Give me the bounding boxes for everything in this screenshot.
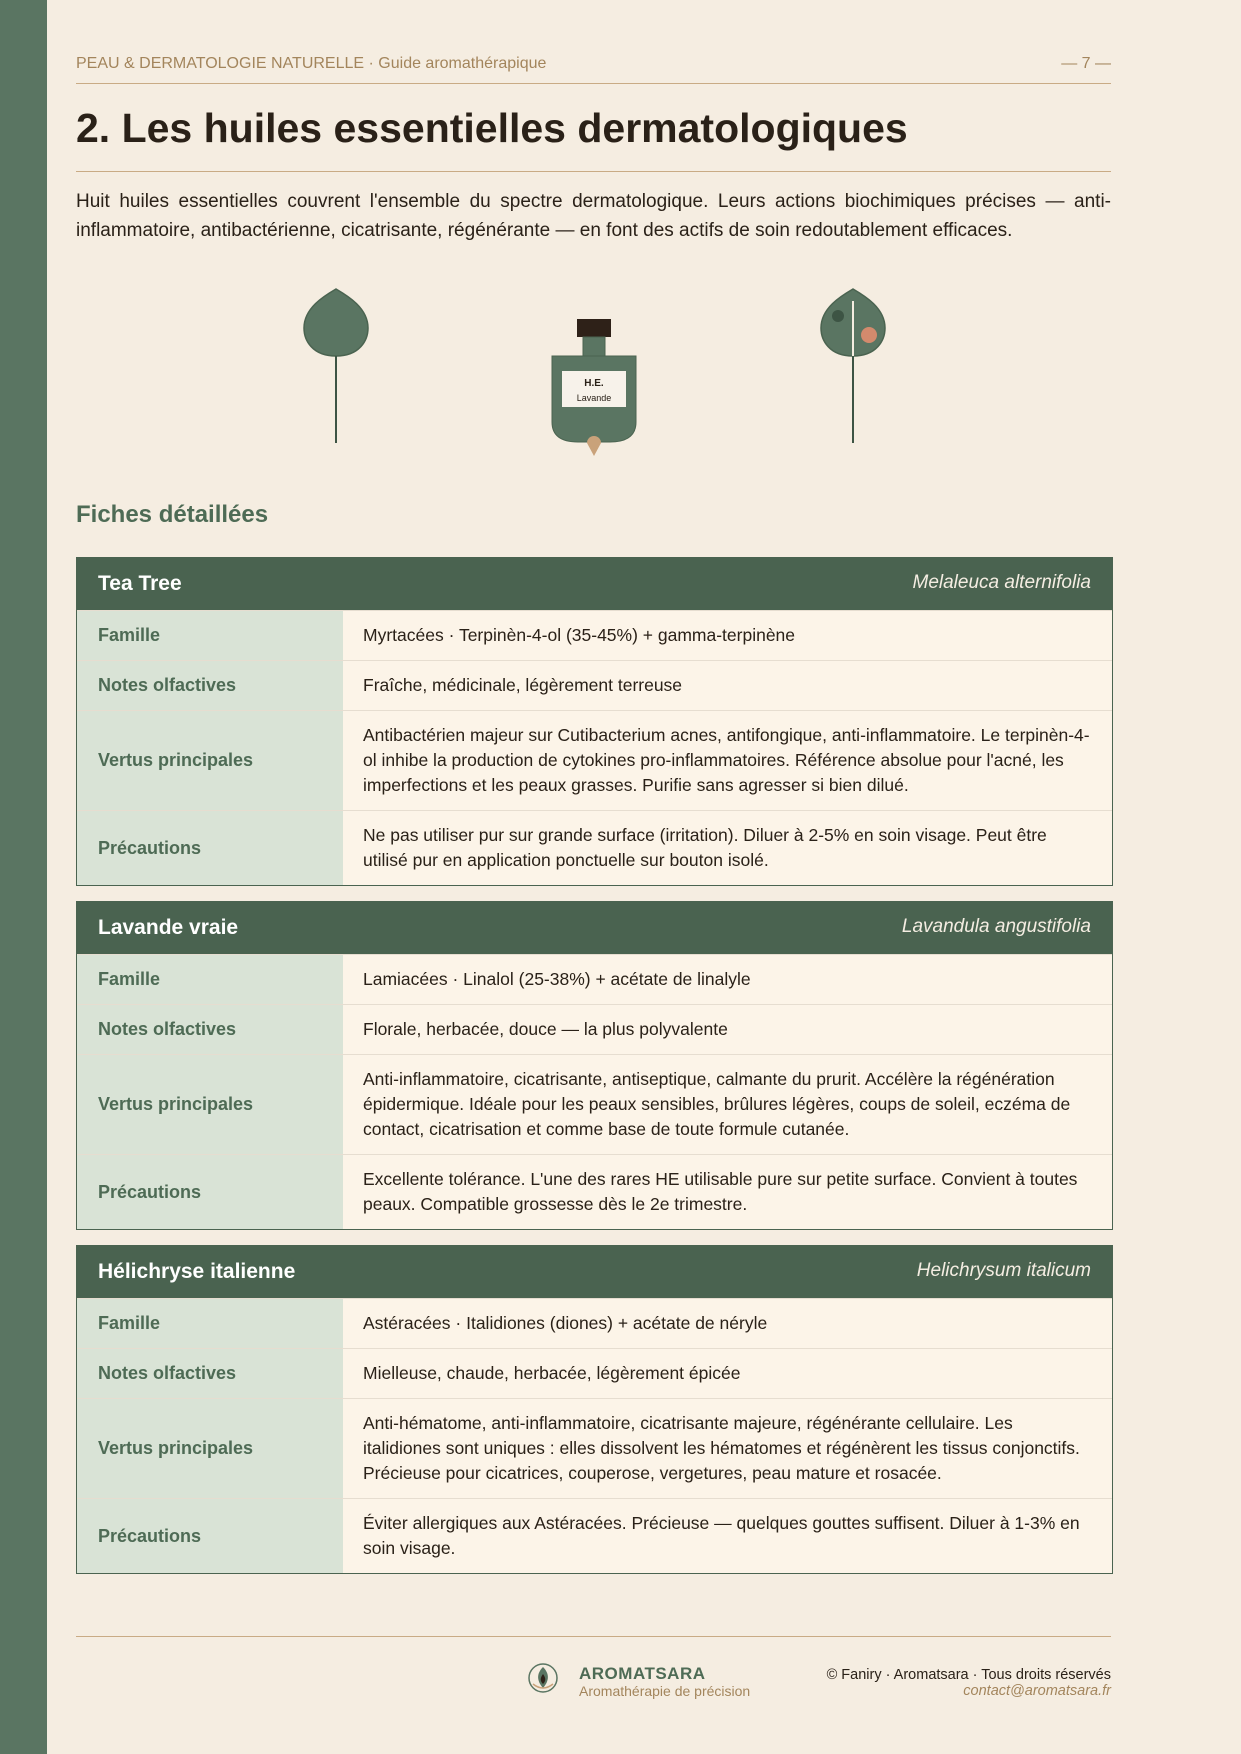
fiche-latin-name: Melaleuca alternifolia	[912, 572, 1091, 593]
fiche-row-famille	[77, 954, 1112, 1004]
fiche-card-tea-tree	[76, 557, 1113, 886]
row-value: Anti-hématome, anti-inflammatoire, cicatrisante majeure, régénérante cellulaire. Les italidiones sont uniques : elles dissolvent les hématomes et régénèrent les tissus conjonctifs. Précieuse pour cicatrices, couperose, vergetures, peau mature et rosacée.	[363, 1413, 1080, 1483]
fiche-row-notes	[77, 1348, 1112, 1398]
row-label: Notes olfactives	[77, 661, 343, 710]
row-label: Famille	[77, 955, 343, 1004]
copyright-notice: © Faniry · Aromatsara · Tous droits réservés	[826, 1667, 1111, 1683]
fiche-row-famille	[77, 1298, 1112, 1348]
row-label: Vertus principales	[77, 1055, 343, 1154]
fiche-row-precautions	[77, 810, 1112, 885]
row-label: Précautions	[77, 1499, 343, 1573]
essential-oil-bottle-illustration	[550, 318, 638, 458]
fiche-row-vertus	[77, 710, 1112, 810]
bottle-label-line2: Lavande	[576, 393, 612, 403]
fiche-row-notes	[77, 1004, 1112, 1054]
row-value: Anti-inflammatoire, cicatrisante, antiseptique, calmante du prurit. Accélère la régénération épidermique. Idéale pour les peaux sensibles, brûlures légères, coups de soleil, eczéma de contact, cicatrisation et comme base de toute formule cutanée.	[363, 1069, 1071, 1139]
fiche-row-precautions	[77, 1498, 1112, 1573]
row-label: Notes olfactives	[77, 1005, 343, 1054]
row-value: Excellente tolérance. L'une des rares HE utilisable pure sur petite surface. Convient à toutes peaux. Compatible grossesse dès le 2e trimestre.	[363, 1169, 1078, 1214]
title-divider	[76, 171, 1111, 172]
row-label: Précautions	[77, 1155, 343, 1229]
fiche-row-famille	[77, 610, 1112, 660]
intro-paragraph: Huit huiles essentielles couvrent l'ensemble du spectre dermatologique. Leurs actions biochimiques précises — anti-inflammatoire, antibactérienne, cicatrisante, régénérante — en font des actifs de soin redoutablement efficaces.	[76, 191, 1111, 241]
brand-name: AROMATSARA	[579, 1664, 706, 1683]
fiche-row-notes	[77, 660, 1112, 710]
leaf-illustration-left	[296, 286, 376, 446]
fiche-name: Tea Tree	[98, 572, 182, 595]
row-label: Notes olfactives	[77, 1349, 343, 1398]
footer-divider	[76, 1636, 1111, 1637]
contact-email-link[interactable]: contact@aromatsara.fr	[963, 1683, 1111, 1699]
leaf-dark-spot	[832, 310, 844, 322]
row-value: Fraîche, médicinale, légèrement terreuse	[363, 675, 683, 695]
drop-icon	[587, 436, 601, 456]
fiche-header	[77, 1246, 1112, 1298]
leaf-icon	[304, 289, 368, 356]
row-label: Vertus principales	[77, 711, 343, 810]
fiche-header	[77, 902, 1112, 954]
row-value: Florale, herbacée, douce — la plus polyvalente	[363, 1019, 728, 1039]
fiche-row-vertus	[77, 1054, 1112, 1154]
fiche-card-lavande	[76, 901, 1113, 1230]
brand-tagline: Aromathérapie de précision	[579, 1683, 751, 1699]
fiche-row-precautions	[77, 1154, 1112, 1229]
row-value: Lamiacées · Linalol (25-38%) + acétate de linalyle	[363, 969, 751, 989]
fiche-latin-name: Lavandula angustifolia	[901, 916, 1091, 937]
row-label: Précautions	[77, 811, 343, 885]
side-band	[0, 0, 47, 1754]
row-label: Famille	[77, 611, 343, 660]
fiche-header	[77, 558, 1112, 610]
row-label: Vertus principales	[77, 1399, 343, 1498]
running-header	[76, 55, 1111, 84]
brand-logo-icon	[527, 1662, 559, 1694]
page-title: 2. Les huiles essentielles dermatologiques	[76, 105, 908, 151]
page-number: — 7 —	[1061, 55, 1111, 72]
row-value: Myrtacées · Terpinèn-4-ol (35-45%) + gamma-terpinène	[363, 625, 796, 645]
row-value: Antibactérien majeur sur Cutibacterium acnes, antifongique, anti-inflammatoire. Le terpinèn-4-ol inhibe la production de cytokines pro-inflammatoires. Référence absolue pour l'acné, les imperfections et les peaux grasses. Purifie sans agresser si bien dilué.	[363, 725, 1090, 795]
row-value: Astéracées · Italidiones (diones) + acétate de néryle	[363, 1313, 768, 1333]
fiche-name: Lavande vraie	[98, 916, 239, 939]
bottle-label-line1: H.E.	[584, 378, 604, 389]
section-heading: Fiches détaillées	[76, 501, 269, 528]
row-value: Mielleuse, chaude, herbacée, légèrement épicée	[363, 1363, 741, 1383]
row-value: Ne pas utiliser pur sur grande surface (irritation). Diluer à 2-5% en soin visage. Peut être utilisé pur en application ponctuelle sur bouton isolé.	[363, 825, 1047, 870]
fiche-row-vertus	[77, 1398, 1112, 1498]
row-value: Éviter allergiques aux Astéracées. Précieuse — quelques gouttes suffisent. Diluer à 1-3% en soin visage.	[363, 1513, 1080, 1558]
fiche-card-helichryse	[76, 1245, 1113, 1574]
bottle-cap	[577, 319, 611, 337]
leaf-orange-spot	[861, 327, 877, 343]
leaf-illustration-right	[813, 286, 893, 446]
row-label: Famille	[77, 1299, 343, 1348]
running-title: PEAU & DERMATOLOGIE NATURELLE · Guide aromathérapique	[76, 55, 547, 72]
fiche-name: Hélichryse italienne	[98, 1260, 296, 1283]
fiche-latin-name: Helichrysum italicum	[916, 1260, 1091, 1281]
